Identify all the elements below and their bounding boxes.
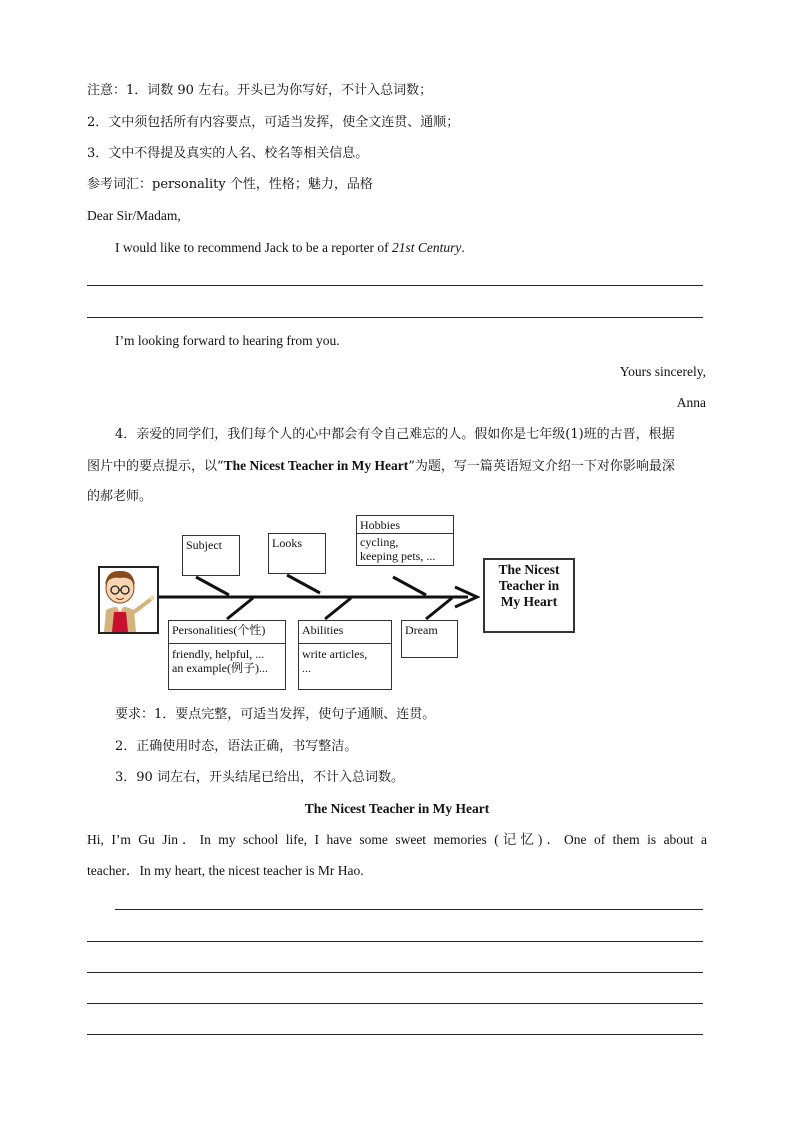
looks-label: Looks [272,536,302,550]
essay-opening-line1: Hi, I’m Gu Jin．In my school life, I have some sweet memories (记忆)．One of them is about a [87,832,707,847]
personalities-item: an example(例子)... [172,661,268,675]
note-content-points: 2．文中须包括所有内容要点，可适当发挥，使全文连贯、通顺； [87,115,460,130]
diagram-title-box: The Nicest Teacher in My Heart [483,558,575,633]
dream-label: Dream [405,623,438,637]
abilities-box [298,620,392,690]
essay-opening-line2: teacher．In my heart, the nicest teacher is Mr Hao. [87,863,364,878]
requirement-2: 2．正确使用时态，语法正确，书写整洁。 [115,739,358,754]
task4-prompt-line2: 图片中的要点提示，以“The Nicest Teacher in My Heart”为题，写一篇英语短文介绍一下对你影响最深 [87,458,675,474]
task4-title-ref: The Nicest Teacher in My Heart [223,458,409,473]
subject-box [182,535,240,576]
letter-opening: I would like to recommend Jack to be a reporter of 21st Century. [115,240,465,255]
personalities-box [168,620,286,690]
letter-greeting: Dear Sir/Madam, [87,208,181,223]
requirement-1: 要求：1．要点完整，可适当发挥，使句子通顺、连贯。 [115,707,436,722]
hobbies-label: Hobbies [360,518,400,532]
writing-line[interactable] [115,909,703,910]
writing-line[interactable] [87,1003,703,1004]
abilities-item: ... [302,661,311,675]
bone-hobbies [393,577,426,595]
bone-dream [426,598,452,619]
task4-prompt-line1: 4．亲爱的同学们，我们每个人的心中都会有令自己难忘的人。假如你是七年级(1)班的古晋，根据 [115,427,675,442]
task4-prompt-line3: 的郝老师。 [87,489,153,504]
reference-vocabulary: 参考词汇：personality 个性，性格；魅力，品格 [87,177,373,192]
personalities-label: Personalities(个性) [172,623,266,637]
abilities-label: Abilities [302,623,344,637]
bone-personalities [227,598,253,619]
dream-box [401,620,458,658]
hobbies-item: cycling, [360,535,399,549]
letter-closing: I’m looking forward to hearing from you. [115,333,340,348]
note-no-real-names: 3．文中不得提及真实的人名、校名等相关信息。 [87,146,369,161]
personalities-item: friendly, helpful, ... [172,647,265,661]
subject-label: Subject [186,538,222,552]
letter-signature: Anna [676,395,706,410]
writing-line[interactable] [87,941,703,942]
bone-looks [287,575,320,593]
bone-subject [196,577,229,595]
note-word-count: 注意：1．词数 90 左右。开头已为你写好，不计入总词数； [87,83,433,98]
newspaper-name: 21st Century [392,240,462,255]
letter-signoff: Yours sincerely, [619,364,706,379]
looks-box [268,533,326,574]
essay-title: The Nicest Teacher in My Heart [304,801,490,816]
hobbies-box [356,515,454,566]
writing-line[interactable] [87,972,703,973]
teacher-icon [99,567,158,633]
abilities-item: write articles, [302,647,368,661]
hobbies-item: keeping pets, ... [360,549,436,563]
writing-line[interactable] [87,1034,703,1035]
requirement-3: 3．90 词左右，开头结尾已给出，不计入总词数。 [115,770,404,785]
bone-abilities [325,598,351,619]
